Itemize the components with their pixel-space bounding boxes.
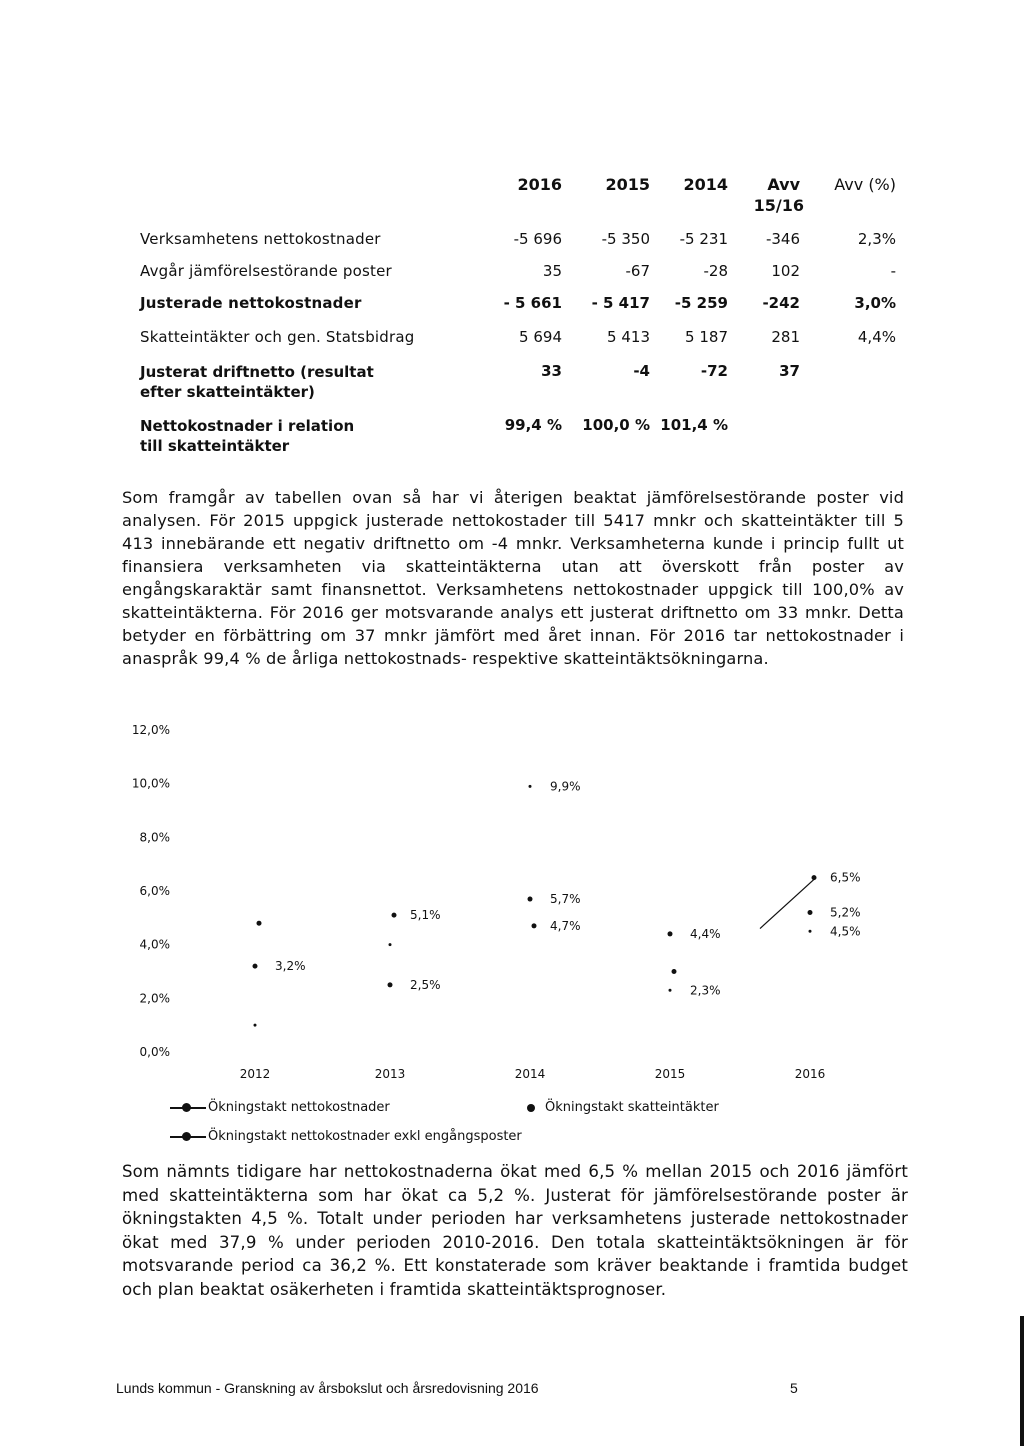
analysis-paragraph: Som framgår av tabellen ovan så har vi återigen beaktat jämförelsestörande poster vid analysen. För 2015 uppgick justerade nettokostader till 5417 mnkr och skatteintäkter till 5 413 innebärande ett negativ driftnetto om -4 mnkr. Verksamheterna kunde i princip fullt ut finansiera verksamheten via skatteintäkterna utan att överskott från poster av engångskaraktär samt finansnettot. Verksamhetens nettokostnader uppgick till 100,0% av skatteintäkterna. För 2016 ger motsvarande analys ett justerat driftnetto om 33 mnkr. Detta betyder en förbättring om 37 mnkr jämfört med året innan. För 2016 tar nettokostnader i anaspråk 99,4 % de årliga nettokostnads- respektive skatteintäktsökningarna. [122,488,904,668]
cell-value: 281 [771,328,800,346]
data-point [392,913,397,918]
y-tick-label: 4,0% [139,937,170,952]
cell-value: -28 [703,262,728,280]
data-label: 6,5% [830,870,861,885]
legend-label: Ökningstakt nettokostnader exkl engångsposter [208,1129,522,1144]
line-marker-icon [170,1102,206,1114]
legend-label: Ökningstakt skatteintäkter [545,1100,719,1115]
cell-value: -72 [700,362,728,380]
data-point [809,930,812,933]
data-point [532,923,537,928]
legend-item [170,1129,522,1144]
col-header-2016: 2016 [517,175,562,194]
cell-value: 100,0 % [582,416,650,434]
legend-label: Ökningstakt nettokostnader [208,1100,390,1115]
y-tick-label: 10,0% [131,776,170,791]
cell-value: - [890,262,896,280]
data-label: 4,5% [830,924,861,939]
cell-value: 2,3% [857,230,896,248]
data-label: 2,5% [410,977,441,992]
cell-value: 101,4 % [660,416,728,434]
col-header-2015: 2015 [605,175,650,194]
data-point [812,875,817,880]
cell-value: 5 413 [607,328,650,346]
data-point [668,931,673,936]
cell-value: - 5 661 [503,294,562,312]
y-tick-label: 12,0% [131,723,170,737]
row-label: Verksamhetens nettokostnader [140,230,381,248]
y-tick-label: 2,0% [139,991,170,1006]
cell-value: 35 [542,262,562,280]
data-point [389,943,392,946]
row-label: Nettokostnader i relation till skatteintäkter [140,417,355,455]
x-tick-label: 2015 [654,1067,686,1081]
col-header-avv: Avv [767,175,800,194]
cell-value: -4 [633,362,650,380]
scan-edge-mark [1020,1316,1024,1446]
cell-value: -5 350 [601,230,650,248]
summary-paragraph: Som nämnts tidigare har nettokostnaderna ökat med 6,5 % mellan 2015 och 2016 jämfört med skatteintäkterna som har ökat ca 5,2 %. Justerat för jämförelsestörande poster är ökningstakten 4,5 %. Totalt under perioden har verksamhetens justerade nettokostnader ökat med 37,9 % under perioden 2010-2016. Den totala skatteintäktsökningen är för motsvarande period ca 36,2 %. Ett konstaterade som kräver beaktande i framtida budget och plan beaktat osäkerheten i framtida skatteintäktsprognoser. [122,1162,908,1299]
data-label: 4,7% [550,918,581,933]
cell-value: 5 187 [685,328,728,346]
data-point [669,989,672,992]
data-label: 5,1% [410,908,441,923]
y-tick-label: 0,0% [139,1045,170,1059]
cell-value: 33 [541,362,562,380]
growth-rate-chart [0,700,1024,1150]
data-point [528,897,533,902]
data-label: 5,7% [550,892,581,907]
cell-value: - 5 417 [591,294,650,312]
cell-value: -67 [625,262,650,280]
cell-value: -346 [765,230,800,248]
y-tick-label: 8,0% [139,830,170,845]
data-point [388,982,393,987]
cell-value: 37 [779,362,800,380]
row-label: Justerade nettokostnader [140,294,362,312]
data-point [672,969,677,974]
cell-value: 99,4 % [504,416,562,434]
data-point [253,964,258,969]
data-point [254,1024,257,1027]
legend-item [527,1100,719,1115]
col-header-avv-sub: 15/16 [753,196,804,215]
x-tick-label: 2013 [374,1067,406,1081]
cell-value: -5 231 [679,230,728,248]
x-tick-label: 2012 [239,1067,271,1081]
cell-value: -242 [762,294,800,312]
data-point [529,785,532,788]
y-tick-label: 6,0% [139,884,170,898]
data-point [808,910,813,915]
row-label: Justerat driftnetto (resultat efter skatteintäkter) [140,363,374,401]
marker-icon [527,1104,535,1112]
cell-value: 4,4% [857,328,896,346]
cell-value: 102 [771,262,800,280]
footer-text: Lunds kommun - Granskning av årsbokslut och årsredovisning 2016 [116,1380,539,1396]
row-label: Avgår jämförelsestörande poster [140,262,392,280]
row-label: Skatteintäkter och gen. Statsbidrag [140,328,415,346]
cell-value: -5 259 [674,294,728,312]
cell-value: 5 694 [519,328,562,346]
cell-value: -5 696 [513,230,562,248]
data-point [257,921,262,926]
cell-value: 3,0% [854,294,896,312]
x-tick-label: 2016 [794,1067,826,1081]
data-label: 9,9% [550,779,581,794]
x-tick-label: 2014 [514,1067,546,1081]
page-number: 5 [790,1380,798,1396]
col-header-2014: 2014 [683,175,728,194]
legend-item [170,1100,390,1115]
data-label: 2,3% [690,983,721,998]
data-label: 5,2% [830,905,861,920]
line-marker-icon [170,1131,206,1143]
col-header-avv-pct: Avv (%) [834,175,896,194]
series-line-segment [760,878,816,929]
data-label: 3,2% [275,959,306,974]
data-label: 4,4% [690,926,721,941]
